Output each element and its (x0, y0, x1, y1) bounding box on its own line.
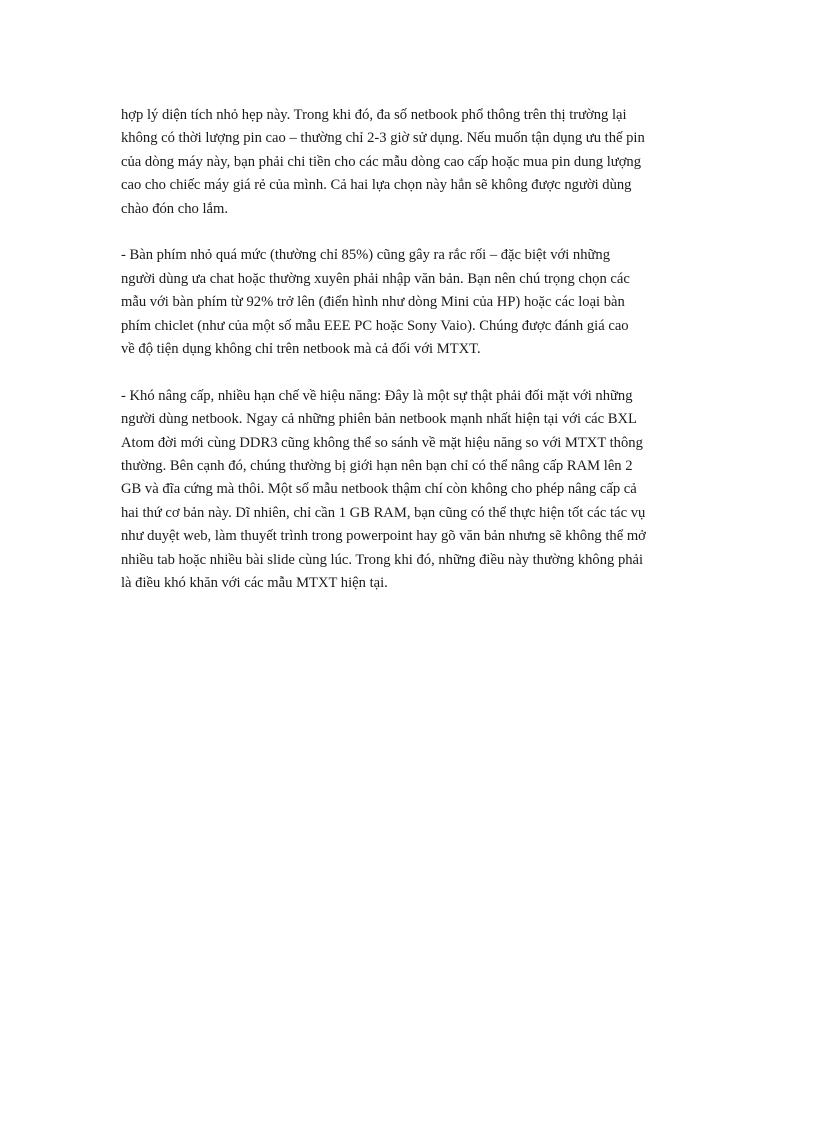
text-line: - Khó nâng cấp, nhiều hạn chế về hiệu năng: Đây là một sự thật phải đối mặt với những (121, 387, 633, 404)
text-line: chào đón cho lắm. (121, 200, 228, 217)
text-line: như duyệt web, làm thuyết trình trong powerpoint hay gõ văn bản nhưng sẽ không thể mở (121, 528, 646, 545)
paragraph-performance (121, 385, 711, 596)
text-line: Atom đời mới cùng DDR3 cũng không thể so sánh về mặt hiệu năng so với MTXT thông (121, 434, 643, 451)
text-line: GB và đĩa cứng mà thôi. Một số mẫu netbook thậm chí còn không cho phép nâng cấp cả (121, 481, 637, 498)
text-line: - Bàn phím nhỏ quá mức (thường chỉ 85%) cũng gây ra rắc rối – đặc biệt với những (121, 247, 611, 264)
text-line: nhiều tab hoặc nhiều bài slide cùng lúc. Trong khi đó, những điều này thường không phải (121, 551, 644, 568)
text-line: thường. Bên cạnh đó, chúng thường bị giới hạn nên bạn chỉ có thể nâng cấp RAM lên 2 (121, 458, 633, 475)
text-line: là điều khó khăn với các mẫu MTXT hiện tại. (121, 575, 388, 592)
paragraph-battery (121, 104, 711, 221)
text-line: không có thời lượng pin cao – thường chỉ 2-3 giờ sử dụng. Nếu muốn tận dụng ưu thế pin (121, 130, 645, 147)
text-line: hợp lý diện tích nhỏ hẹp này. Trong khi đó, đa số netbook phổ thông trên thị trường lại (121, 107, 627, 123)
text-line: của dòng máy này, bạn phải chi tiền cho các mẫu dòng cao cấp hoặc mua pin dung lượng (121, 153, 642, 170)
paragraph-keyboard (121, 244, 711, 361)
text-line: người dùng ưa chat hoặc thường xuyên phải nhập văn bản. Bạn nên chú trọng chọn các (121, 270, 630, 287)
text-line: người dùng netbook. Ngay cả những phiên bản netbook mạnh nhất hiện tại với các BXL (121, 411, 637, 428)
text-line: về độ tiện dụng không chỉ trên netbook mà cả đối với MTXT. (121, 341, 481, 358)
text-line: phím chiclet (như của một số mẫu EEE PC hoặc Sony Vaio). Chúng được đánh giá cao (121, 317, 629, 334)
text-line: mẫu với bàn phím từ 92% trở lên (điển hình như dòng Mini của HP) hoặc các loại bàn (121, 294, 625, 311)
text-line: hai thứ cơ bản này. Dĩ nhiên, chỉ cần 1 GB RAM, bạn cũng có thể thực hiện tốt các tác vụ (121, 504, 646, 521)
document-body (121, 104, 711, 595)
text-line: cao cho chiếc máy giá rẻ của mình. Cả hai lựa chọn này hẳn sẽ không được người dùng (121, 177, 632, 194)
